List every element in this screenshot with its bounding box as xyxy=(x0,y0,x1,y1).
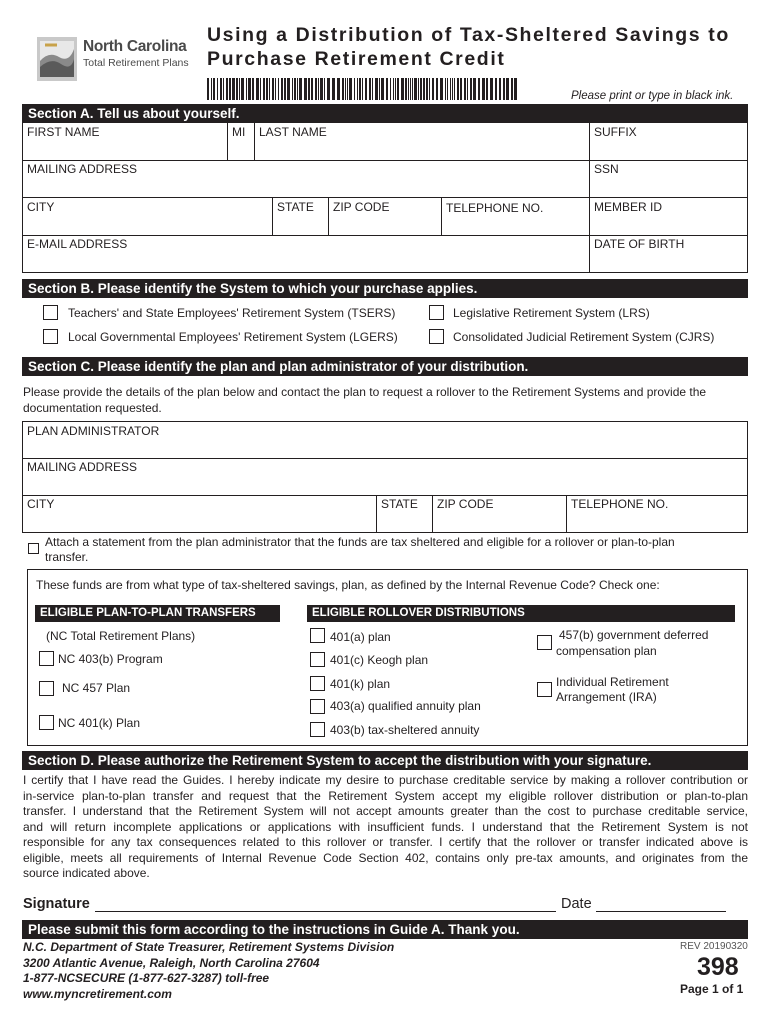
ira-label-line1: Individual Retirement xyxy=(556,675,669,689)
plan-mailing-address-field[interactable]: MAILING ADDRESS xyxy=(27,460,138,474)
logo-subtitle: Total Retirement Plans xyxy=(83,57,189,69)
revision-code: REV 20190320 xyxy=(680,941,748,952)
date-line[interactable] xyxy=(596,911,726,912)
last-name-field[interactable]: LAST NAME xyxy=(259,125,327,139)
403b-label: 403(b) tax-sheltered annuity xyxy=(330,723,480,737)
footer-address: 3200 Atlantic Avenue, Raleigh, North Carolina 27604 xyxy=(23,956,320,970)
plan-zip-code-field[interactable]: ZIP CODE xyxy=(437,497,494,511)
401c-keogh-label: 401(c) Keogh plan xyxy=(330,653,429,667)
barcode xyxy=(207,78,517,100)
cjrs-checkbox[interactable] xyxy=(429,329,444,344)
logo-mark-icon xyxy=(37,37,77,81)
attach-statement-line1: Attach a statement from the plan administrator that the funds are tax sheltered and eligible for a rollover or plan-to-plan xyxy=(45,535,675,549)
nc-457-label: NC 457 Plan xyxy=(62,681,131,695)
403b-checkbox[interactable] xyxy=(310,722,325,737)
section-b-heading: Section B. Please identify the System to which your purchase applies. xyxy=(22,279,748,298)
form-title-line2: Purchase Retirement Credit xyxy=(207,48,506,70)
457b-label-line2: compensation plan xyxy=(556,644,657,658)
state-field[interactable]: STATE xyxy=(277,200,314,214)
lgers-label: Local Governmental Employees' Retirement System (LGERS) xyxy=(68,330,398,344)
section-c-intro-line2: documentation requested. xyxy=(23,401,162,415)
page-number: Page 1 of 1 xyxy=(680,982,744,996)
section-d-heading: Section D. Please authorize the Retirement System to accept the distribution with your signature. xyxy=(22,751,748,770)
footer-department: N.C. Department of State Treasurer, Retirement Systems Division xyxy=(23,940,395,954)
logo-title: North Carolina xyxy=(83,38,187,55)
print-note: Please print or type in black ink. xyxy=(571,90,734,102)
section-c-intro-line1: Please provide the details of the plan below and contact the plan to request a rollover to the Retirement Systems and provide the xyxy=(23,385,707,399)
suffix-field[interactable]: SUFFIX xyxy=(594,125,637,139)
certification-text: I certify that I have read the Guides. I hereby indicate my desire to purchase creditable service by making a rollover contribution or in-service plan-to-plan transfer and request that the Retirement System accept my eligible rollover distribution or plan-to-plan transfer. I understand that the Retirement System will not accept amounts greater than the cost to purchase creditable service, and will return incomplete applications or applications with insufficient funds. I understand that the Retirement System is not responsible for any tax consequences related to this rollover or transfer. I certify that the rollover or transfer indicated above is eligible, meets all requirements of Internal Revenue Code Section 402, contains only pre-tax amounts, and originates from the source indicated above. xyxy=(23,773,748,880)
plan-type-question: These funds are from what type of tax-sheltered savings, plan, as defined by the Internal Revenue Code? Check one: xyxy=(36,578,660,592)
403a-label: 403(a) qualified annuity plan xyxy=(330,699,481,713)
lrs-checkbox[interactable] xyxy=(429,305,444,320)
city-field[interactable]: CITY xyxy=(27,200,55,214)
401a-checkbox[interactable] xyxy=(310,628,325,643)
nc-401k-label: NC 401(k) Plan xyxy=(58,716,141,730)
email-address-field[interactable]: E-MAIL ADDRESS xyxy=(27,237,128,251)
date-of-birth-field[interactable]: DATE OF BIRTH xyxy=(594,237,685,251)
401k-checkbox[interactable] xyxy=(310,676,325,691)
457b-label-line1: 457(b) government deferred xyxy=(559,628,709,642)
rollover-distributions-heading: ELIGIBLE ROLLOVER DISTRIBUTIONS xyxy=(307,605,735,622)
lrs-label: Legislative Retirement System (LRS) xyxy=(453,306,650,320)
footer-phone: 1-877-NCSECURE (1-877-627-3287) toll-free xyxy=(23,971,270,985)
member-id-field[interactable]: MEMBER ID xyxy=(594,200,663,214)
attach-statement-checkbox[interactable] xyxy=(28,543,39,554)
submit-instructions-bar: Please submit this form according to the instructions in Guide A. Thank you. xyxy=(22,920,748,939)
lgers-checkbox[interactable] xyxy=(43,329,58,344)
nc-403b-checkbox[interactable] xyxy=(39,651,54,666)
cjrs-label: Consolidated Judicial Retirement System (CJRS) xyxy=(453,330,715,344)
401c-keogh-checkbox[interactable] xyxy=(310,652,325,667)
tsers-label: Teachers' and State Employees' Retirement System (TSERS) xyxy=(68,306,396,320)
form-title xyxy=(207,23,730,71)
nc-total-retirement-plans-logo xyxy=(37,37,197,83)
nc-401k-checkbox[interactable] xyxy=(39,715,54,730)
403a-checkbox[interactable] xyxy=(310,699,325,714)
plan-administrator-field[interactable]: PLAN ADMINISTRATOR xyxy=(27,424,160,438)
signature-label: Signature xyxy=(23,896,90,912)
signature-line[interactable] xyxy=(95,911,556,912)
tsers-checkbox[interactable] xyxy=(43,305,58,320)
footer-website: www.myncretirement.com xyxy=(23,987,172,1001)
middle-initial-field[interactable]: MI xyxy=(232,125,246,139)
plan-to-plan-transfers-heading: ELIGIBLE PLAN-TO-PLAN TRANSFERS xyxy=(35,605,280,622)
ira-checkbox[interactable] xyxy=(537,682,552,697)
date-label: Date xyxy=(561,896,592,912)
section-c-heading: Section C. Please identify the plan and plan administrator of your distribution. xyxy=(22,357,748,376)
plan-state-field[interactable]: STATE xyxy=(381,497,418,511)
first-name-field[interactable]: FIRST NAME xyxy=(27,125,100,139)
attach-statement-line2: transfer. xyxy=(45,550,89,564)
section-a-heading: Section A. Tell us about yourself. xyxy=(22,104,748,123)
plan-city-field[interactable]: CITY xyxy=(27,497,55,511)
nc-total-retirement-plans-note: (NC Total Retirement Plans) xyxy=(46,629,196,643)
zip-code-field[interactable]: ZIP CODE xyxy=(333,200,390,214)
nc-457-checkbox[interactable] xyxy=(39,681,54,696)
401k-label: 401(k) plan xyxy=(330,677,391,691)
plan-telephone-field[interactable]: TELEPHONE NO. xyxy=(571,497,669,511)
457b-checkbox[interactable] xyxy=(537,635,552,650)
ssn-field[interactable]: SSN xyxy=(594,162,619,176)
401a-label: 401(a) plan xyxy=(330,630,391,644)
mailing-address-field[interactable]: MAILING ADDRESS xyxy=(27,162,138,176)
form-number: 398 xyxy=(697,953,739,981)
ira-label-line2: Arrangement (IRA) xyxy=(556,690,657,704)
telephone-field[interactable]: TELEPHONE NO. xyxy=(446,201,544,215)
form-title-line1: Using a Distribution of Tax-Sheltered Savings to xyxy=(207,24,730,46)
nc-403b-label: NC 403(b) Program xyxy=(58,652,163,666)
